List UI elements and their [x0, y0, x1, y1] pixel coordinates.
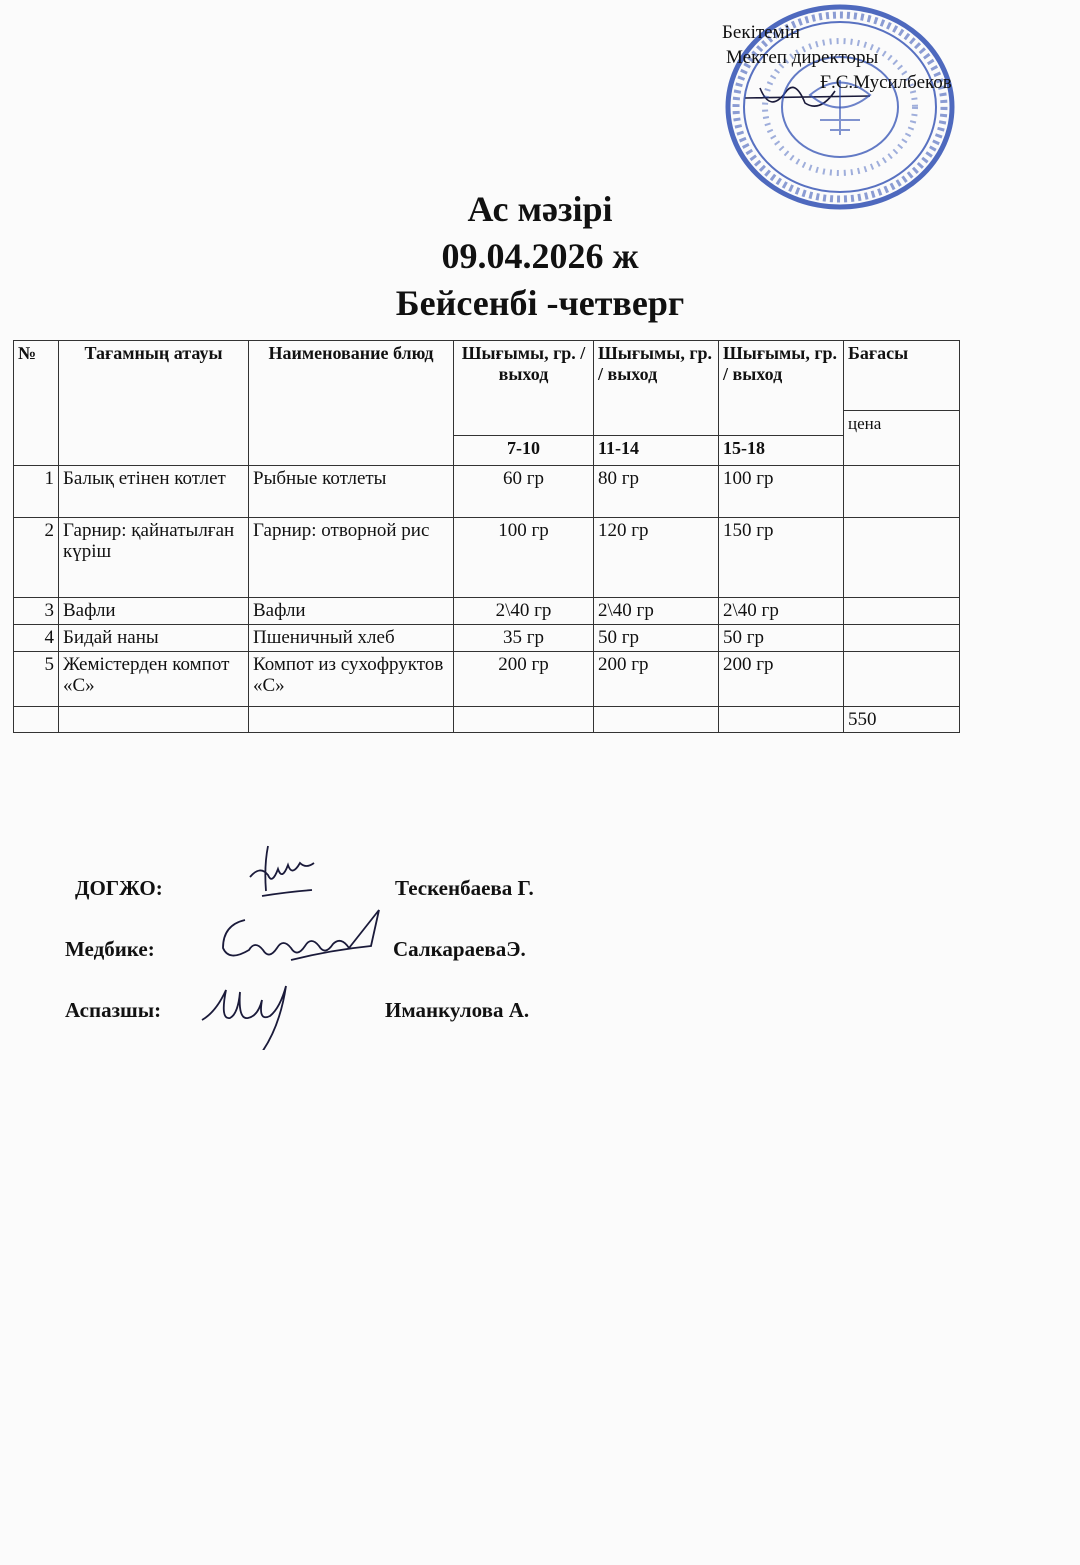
title-menu: Ас мәзірі [467, 189, 613, 229]
row-number: 4 [14, 625, 59, 652]
row-dish-kz: Гарнир: қайнатылған күріш [59, 518, 249, 598]
signature-role-medbike: Медбике: [65, 937, 155, 961]
row-dish-kz: Балық етінен котлет [59, 466, 249, 518]
row-output-7-10: 60 гр [454, 466, 594, 518]
row-dish-ru: Компот из сухофруктов «С» [249, 652, 454, 707]
approval-line-position: Мектеп директоры [726, 47, 879, 68]
row-output-15-18: 100 гр [719, 466, 844, 518]
row-price [844, 466, 960, 518]
row-dish-ru: Вафли [249, 598, 454, 625]
header-age-15-18: 15-18 [719, 436, 844, 466]
row-dish-kz: Вафли [59, 598, 249, 625]
row-number: 2 [14, 518, 59, 598]
table-row [14, 466, 960, 518]
title-date: 09.04.2026 ж [441, 236, 639, 276]
row-output-15-18: 50 гр [719, 625, 844, 652]
row-output-11-14: 2\40 гр [594, 598, 719, 625]
row-price [844, 598, 960, 625]
approval-line-approve: Бекітемін [722, 22, 801, 43]
signature-name-medbike: СалкараеваЭ. [393, 937, 526, 961]
row-output-11-14: 50 гр [594, 625, 719, 652]
row-output-11-14: 80 гр [594, 466, 719, 518]
row-output-7-10: 2\40 гр [454, 598, 594, 625]
table-row [14, 598, 960, 625]
header-output-2: Шығымы, гр. / выход [594, 341, 719, 436]
header-price-ru: цена [844, 411, 960, 466]
table-row [14, 518, 960, 598]
signature-name-aspazshy: Иманкулова А. [385, 998, 530, 1022]
row-dish-ru: Пшеничный хлеб [249, 625, 454, 652]
row-output-7-10: 35 гр [454, 625, 594, 652]
row-output-7-10: 100 гр [454, 518, 594, 598]
header-output-1: Шығымы, гр. / выход [454, 341, 594, 436]
header-age-11-14: 11-14 [594, 436, 719, 466]
header-output-3: Шығымы, гр. / выход [719, 341, 844, 436]
row-number: 1 [14, 466, 59, 518]
approval-block [722, 20, 1022, 95]
row-price [844, 652, 960, 707]
aspazshy-signature [198, 975, 308, 1050]
row-output-15-18: 2\40 гр [719, 598, 844, 625]
row-output-15-18: 150 гр [719, 518, 844, 598]
menu-table [13, 340, 960, 733]
medbike-signature [210, 908, 410, 968]
signature-role-aspazshy: Аспазшы: [65, 998, 162, 1022]
dogzho-signature [240, 842, 320, 907]
row-number: 5 [14, 652, 59, 707]
header-dish-name-ru: Наименование блюд [249, 341, 454, 466]
header-price-kz: Бағасы [844, 341, 960, 411]
row-dish-kz: Жемістерден компот «С» [59, 652, 249, 707]
row-output-11-14: 120 гр [594, 518, 719, 598]
header-age-7-10: 7-10 [454, 436, 594, 466]
approval-line-director: Ғ.С.Мусилбеков [820, 72, 952, 93]
header-dish-name-kz: Тағамның атауы [59, 341, 249, 466]
row-dish-ru: Гарнир: отворной рис [249, 518, 454, 598]
total-price: 550 [844, 707, 960, 733]
row-dish-kz: Бидай наны [59, 625, 249, 652]
signature-role-dogzho: ДОГЖО: [75, 876, 163, 900]
signature-name-dogzho: Тескенбаева Г. [395, 876, 534, 900]
row-output-7-10: 200 гр [454, 652, 594, 707]
title-weekday: Бейсенбі -четверг [395, 283, 685, 323]
total-row [14, 707, 960, 733]
header-number: № [14, 341, 59, 466]
row-price [844, 518, 960, 598]
row-output-11-14: 200 гр [594, 652, 719, 707]
row-price [844, 625, 960, 652]
table-row [14, 652, 960, 707]
row-number: 3 [14, 598, 59, 625]
row-output-15-18: 200 гр [719, 652, 844, 707]
row-dish-ru: Рыбные котлеты [249, 466, 454, 518]
table-row [14, 625, 960, 652]
